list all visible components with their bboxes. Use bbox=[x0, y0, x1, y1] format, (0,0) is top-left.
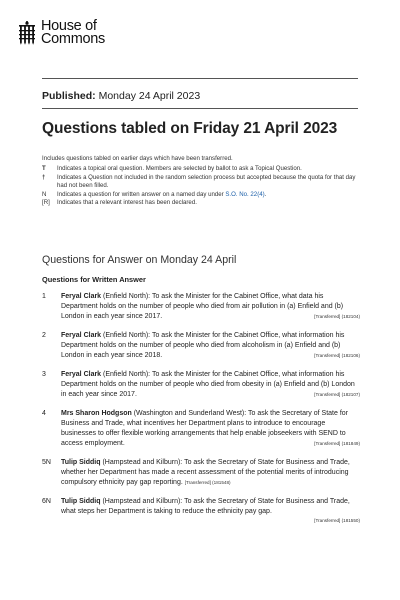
key-text: Indicates a Question not included in the random selection process but accepted because the quota for that day had not been filled. bbox=[57, 173, 356, 190]
key-text: Indicates a question for written answer on a named day under bbox=[57, 190, 226, 198]
constituency: (Enfield North): bbox=[101, 293, 152, 300]
question-reference: [Transferred] (182106) bbox=[314, 353, 360, 358]
question-reference: [Transferred] (181548) bbox=[184, 480, 231, 485]
published-date: Monday 24 April 2023 bbox=[98, 90, 201, 102]
published-label: Published: bbox=[42, 90, 96, 102]
question-item bbox=[42, 497, 360, 524]
constituency: (Hampstead and Kilburn): bbox=[100, 459, 185, 466]
question-list bbox=[42, 292, 360, 533]
question-reference: [Transferred] (182104) bbox=[314, 314, 360, 319]
question-reference: [Transferred] (182107) bbox=[314, 392, 360, 397]
constituency: (Hampstead and Kilburn): bbox=[100, 498, 185, 505]
portcullis-icon bbox=[17, 21, 37, 45]
question-text: To ask the Minister for the Cabinet Office, what information his Department holds on the number of people who died from alcoholism in (a) Enfield and (b) London in each year since 2018. bbox=[61, 332, 345, 359]
logo-line-2: Commons bbox=[41, 31, 105, 47]
key-relevant-interest bbox=[42, 199, 362, 208]
question-number: 4 bbox=[42, 410, 46, 417]
question-reference: [Transferred] (181849) bbox=[314, 441, 360, 446]
question-text: To ask the Secretary of State for Business and Trade, what incentives her Department plans to introduce to encourage businesses to offer flexible working arrangements that help enable jobseekers with SEND to access employment. bbox=[61, 410, 348, 447]
question-reference: [Transferred] (181550) bbox=[314, 518, 360, 523]
key-text: Indicates that a relevant interest has been declared. bbox=[57, 199, 197, 207]
constituency: (Enfield North): bbox=[101, 371, 152, 378]
question-number: 1 bbox=[42, 293, 46, 300]
question-number: 2 bbox=[42, 332, 46, 339]
published-line bbox=[42, 90, 200, 102]
member-name: Feryal Clark bbox=[61, 332, 102, 339]
question-item bbox=[42, 292, 360, 322]
question-item bbox=[42, 331, 360, 361]
key-symbol: T bbox=[42, 165, 46, 173]
question-text: To ask the Secretary of State for Business and Trade, whether her Department has made a recent assessment of the potential merits of introducing compulsory ethnicity pay gap reporting. bbox=[61, 459, 350, 486]
key-symbol: [R] bbox=[42, 199, 50, 207]
key-symbol: N bbox=[42, 190, 47, 198]
intro-key bbox=[42, 155, 362, 208]
constituency: (Enfield North): bbox=[101, 332, 152, 339]
constituency: (Washington and Sunderland West): bbox=[131, 410, 248, 417]
member-name: Mrs Sharon Hodgson bbox=[61, 410, 132, 417]
question-number: 3 bbox=[42, 371, 46, 378]
member-name: Tulip Siddiq bbox=[61, 459, 101, 466]
question-item bbox=[42, 458, 360, 488]
member-name: Feryal Clark bbox=[61, 371, 102, 378]
divider-top bbox=[42, 78, 358, 79]
intro-lead: Includes questions tabled on earlier days which have been transferred. bbox=[42, 155, 233, 162]
key-named-day bbox=[42, 191, 362, 200]
logo-wordmark bbox=[41, 20, 105, 46]
question-text: To ask the Minister for the Cabinet Office, what information his Department holds on the number of people who died from obesity in (a) Enfield and (b) London in each year since 2017. bbox=[61, 371, 355, 398]
house-of-commons-logo bbox=[17, 20, 105, 46]
member-name: Feryal Clark bbox=[61, 293, 102, 300]
subsection-heading: Questions for Written Answer bbox=[42, 275, 146, 284]
question-item bbox=[42, 370, 360, 400]
divider-middle bbox=[42, 108, 358, 109]
question-number: 5N bbox=[42, 459, 51, 466]
question-text: To ask the Secretary of State for Business and Trade, what steps her Department is taking to reduce the ethnicity pay gap. bbox=[61, 498, 350, 515]
question-item bbox=[42, 409, 360, 449]
question-text: To ask the Minister for the Cabinet Office, what data his Department holds on the number of people who died from air pollution in (a) Enfield and (b) London in each year since 2017. bbox=[61, 293, 344, 320]
logo-line-1: House of bbox=[41, 18, 97, 34]
standing-order-link[interactable]: S.O. No. 22(4) bbox=[225, 190, 265, 198]
key-text-end: . bbox=[264, 190, 267, 198]
key-symbol: † bbox=[42, 173, 46, 181]
section-heading: Questions for Answer on Monday 24 April bbox=[42, 254, 237, 266]
key-dagger bbox=[42, 174, 362, 191]
key-text: Indicates a topical oral question. Members are selected by ballot to ask a Topical Question. bbox=[57, 165, 302, 173]
page-title: Questions tabled on Friday 21 April 2023 bbox=[42, 120, 338, 137]
question-number: 6N bbox=[42, 498, 51, 505]
key-topical bbox=[42, 165, 362, 174]
member-name: Tulip Siddiq bbox=[61, 498, 101, 505]
